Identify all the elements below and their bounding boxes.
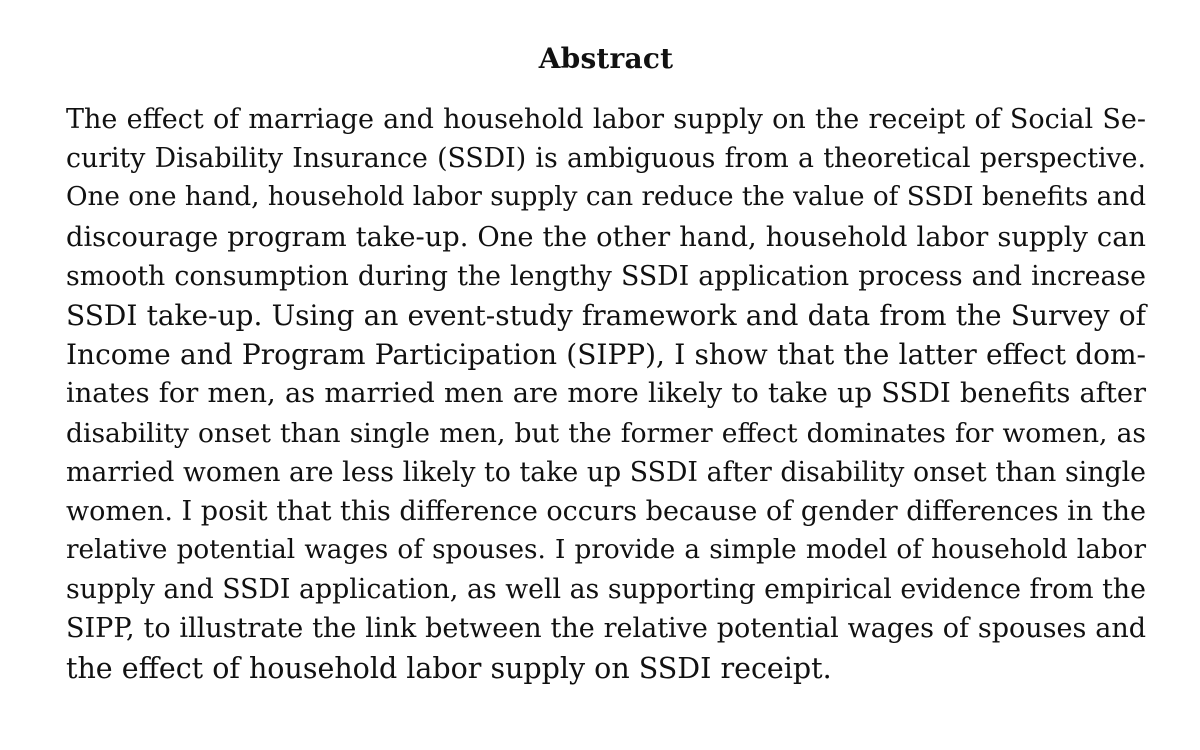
abstract-line: curity Disability Insurance (SSDI) is ambiguous from a theoretical perspective. — [66, 143, 1146, 175]
abstract-line: SIPP, to illustrate the link between the relative potential wages of spouses and — [66, 613, 1146, 645]
abstract-line: inates for men, as married men are more likely to take up SSDI benefits after — [66, 378, 1146, 410]
abstract-line: Income and Program Participation (SIPP), I show that the latter effect dom- — [66, 338, 1146, 372]
abstract-line: The effect of marriage and household labor supply on the receipt of Social Se- — [66, 104, 1146, 135]
abstract-line: women. I posit that this difference occurs because of gender differences in the — [66, 495, 1146, 527]
abstract-line: One one hand, household labor supply can reduce the value of SSDI benefits and — [66, 182, 1146, 213]
abstract-line: discourage program take-up. One the other hand, household labor supply can — [66, 221, 1146, 253]
abstract-line: smooth consumption during the lengthy SSDI application process and increase — [66, 260, 1146, 292]
abstract-line: the effect of household labor supply on SSDI receipt. — [66, 651, 832, 685]
abstract-line: disability onset than single men, but the former effect dominates for women, as — [66, 417, 1146, 449]
abstract-line: relative potential wages of spouses. I provide a simple model of household labor — [66, 535, 1146, 566]
abstract-line: supply and SSDI application, as well as supporting empirical evidence from the — [66, 574, 1146, 606]
abstract-line: SSDI take-up. Using an event-study framework and data from the Survey of — [66, 298, 1146, 332]
abstract-paragraph — [66, 100, 1146, 688]
abstract-heading: Abstract — [538, 42, 674, 75]
abstract-line: married women are less likely to take up SSDI after disability onset than single — [66, 456, 1146, 488]
